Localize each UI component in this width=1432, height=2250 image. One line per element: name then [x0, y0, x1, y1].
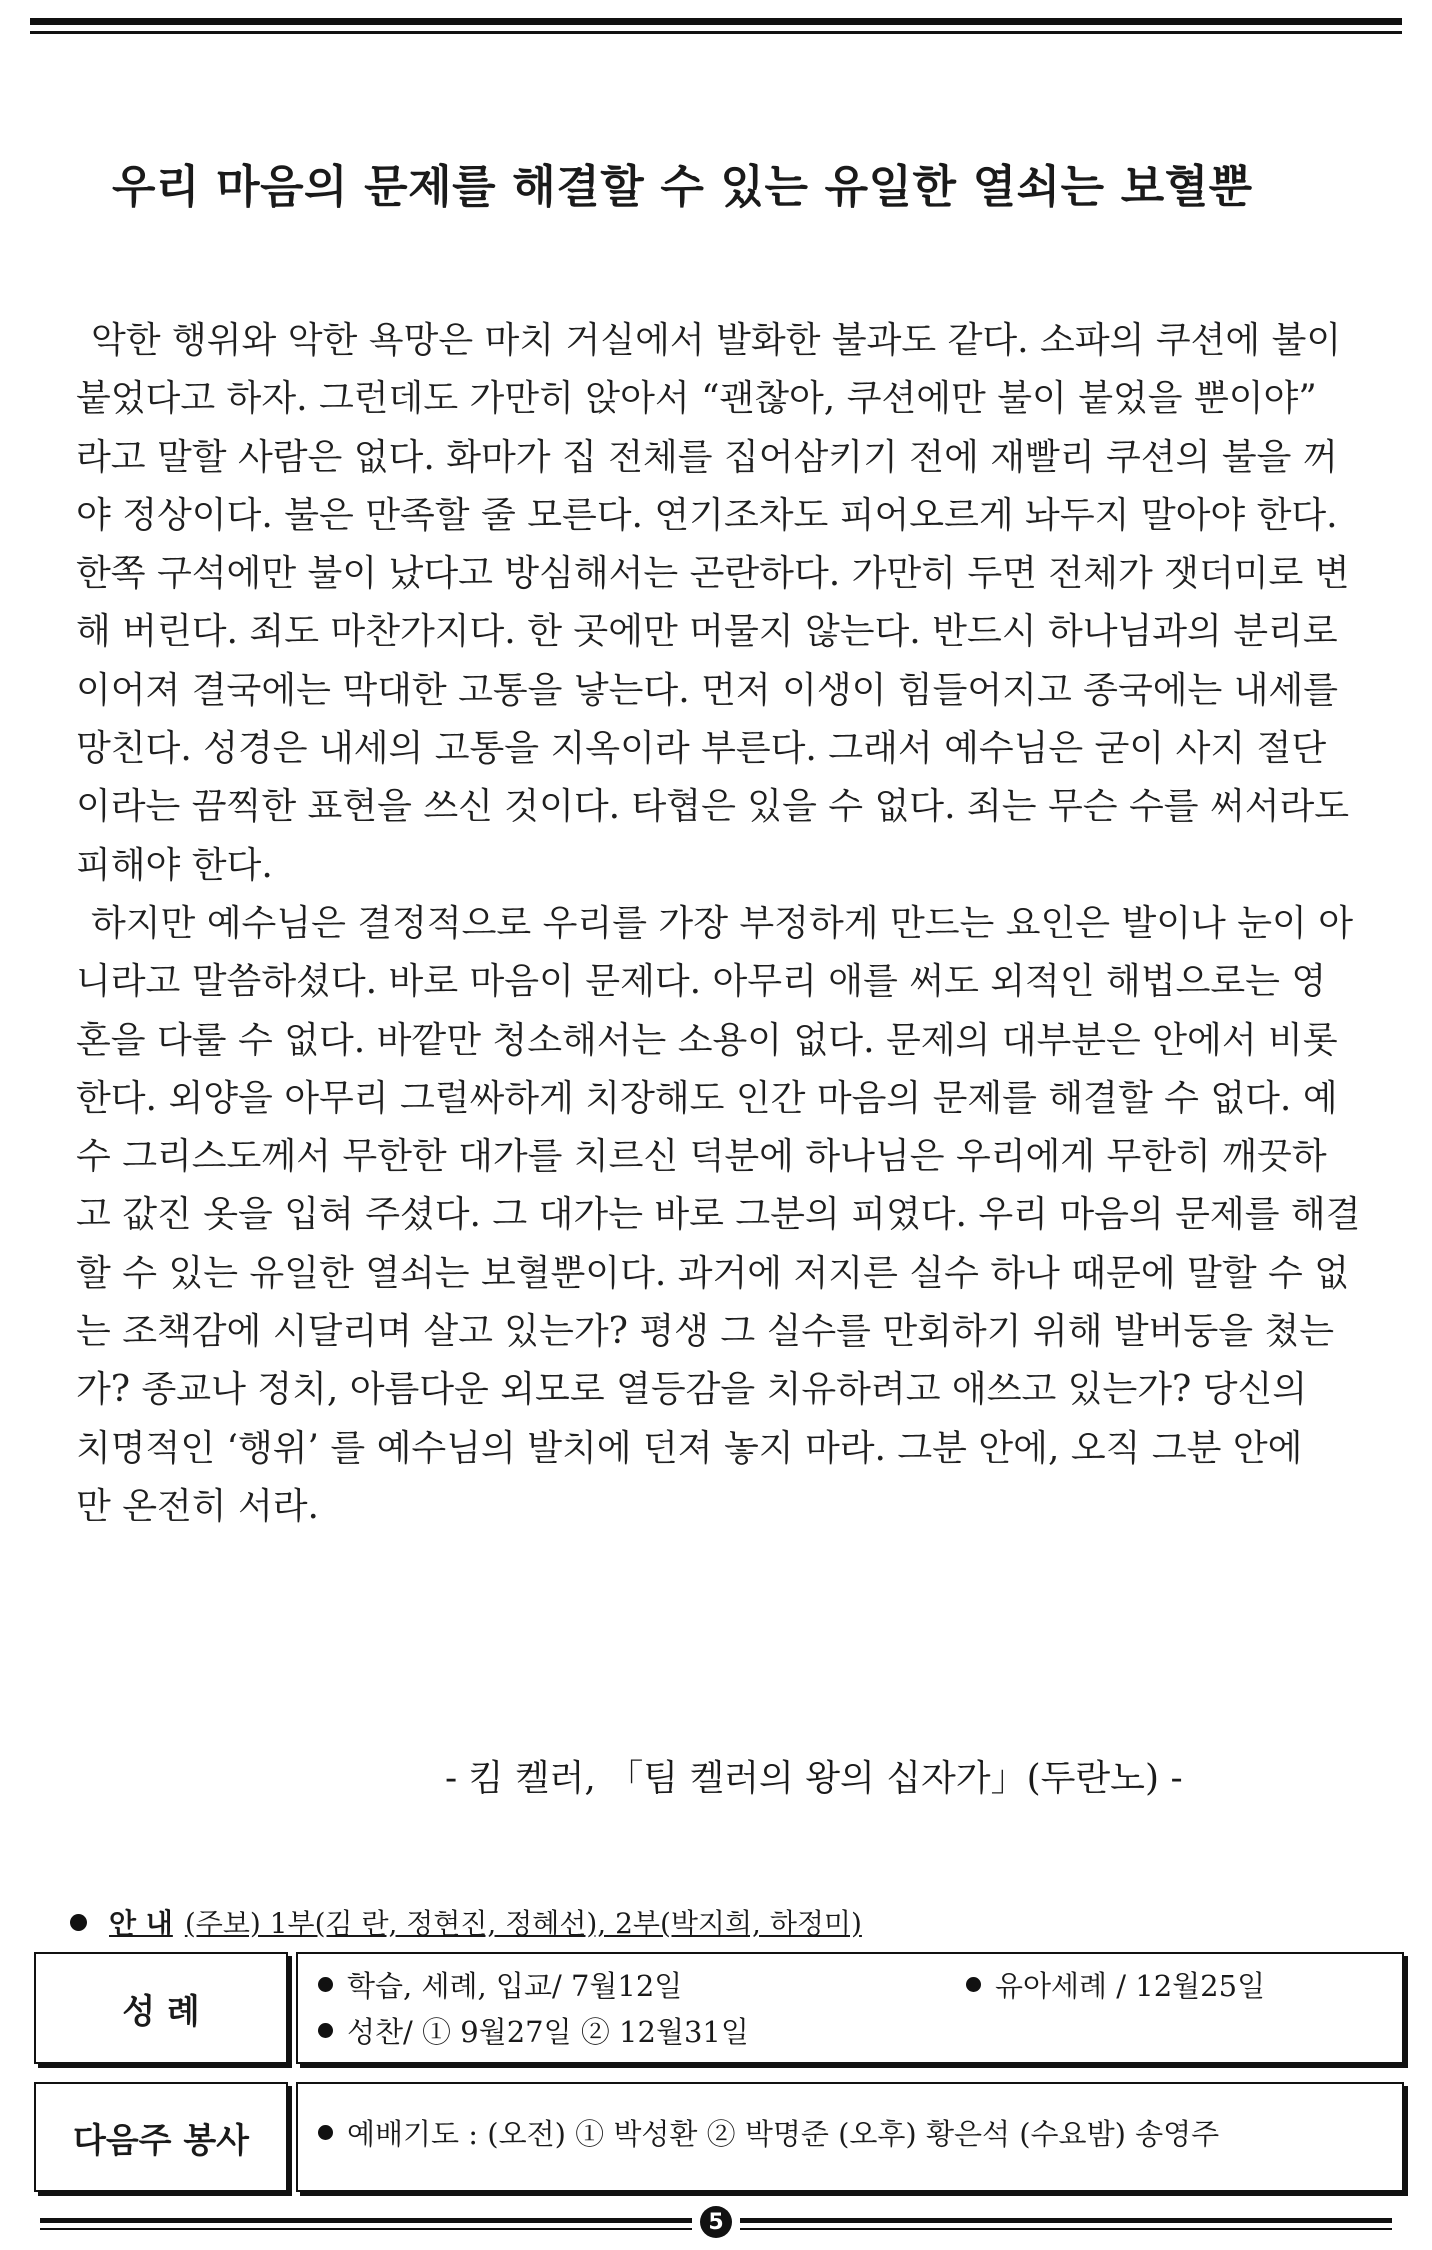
- bullet-icon: [966, 1977, 981, 1992]
- body-line: 망친다. 성경은 내세의 고통을 지옥이라 부른다. 그래서 예수님은 굳이 사지 절단: [76, 728, 1327, 770]
- body-line: 혼을 다룰 수 없다. 바깥만 청소해서는 소용이 없다. 문제의 대부분은 안에서 비롯: [76, 1019, 1338, 1061]
- body-line: 고 값진 옷을 입혀 주셨다. 그 대가는 바로 그분의 피였다. 우리 마음의 문제를 해결: [76, 1194, 1361, 1236]
- notice-label: 안 내: [109, 1907, 173, 1940]
- bottom-rule-left: [40, 2218, 692, 2223]
- article-body: [76, 312, 1366, 1536]
- bottom-rule-right: [740, 2218, 1392, 2223]
- body-line: 해 버린다. 죄도 마찬가지다. 한 곳에만 머물지 않는다. 반드시 하나님과의 분리로: [76, 611, 1338, 653]
- notice-line: [70, 1902, 862, 1942]
- body-line: 라고 말할 사람은 없다. 화마가 집 전체를 집어삼키기 전에 재빨리 쿠션의 불을 꺼: [76, 436, 1338, 478]
- sacrament-content: [296, 1952, 1404, 2064]
- body-line: 피해야 한다.: [76, 844, 273, 886]
- service-item: [318, 2112, 1219, 2153]
- sacrament-item-text: 성찬/ ① 9월27일 ② 12월31일: [347, 2015, 749, 2049]
- body-line: 수 그리스도께서 무한한 대가를 치르신 덕분에 하나님은 우리에게 무한히 깨끗하: [76, 1136, 1327, 1178]
- body-line: 한쪽 구석에만 불이 났다고 방심해서는 곤란하다. 가만히 두면 전체가 잿더미로 변: [76, 553, 1350, 595]
- bottom-rule-left-thin: [40, 2228, 692, 2230]
- body-line: 붙었다고 하자. 그런데도 가만히 앉아서 “괜찮아, 쿠션에만 불이 붙었을 뿐이야”: [76, 378, 1317, 420]
- sacrament-item: [966, 1964, 1265, 2005]
- page-number: 5: [700, 2206, 732, 2238]
- sacrament-item-text: 유아세례 / 12월25일: [995, 1969, 1266, 2003]
- sacrament-item: [318, 2010, 749, 2051]
- body-line: 한다. 외양을 아무리 그럴싸하게 치장해도 인간 마음의 문제를 해결할 수 없다. 예: [76, 1077, 1338, 1119]
- body-line: 이라는 끔찍한 표현을 쓰신 것이다. 타협은 있을 수 없다. 죄는 무슨 수를 써서라도: [76, 786, 1350, 828]
- bullet-icon: [318, 1977, 333, 1992]
- body-line: 할 수 있는 유일한 열쇠는 보혈뿐이다. 과거에 저지른 실수 하나 때문에 말할 수 없: [76, 1252, 1350, 1294]
- next-week-service-label: 다음주 봉사: [34, 2082, 288, 2192]
- top-rule-thick: [30, 18, 1402, 25]
- notice-text: (주보) 1부(김 란, 정현진, 정혜선), 2부(박지희, 하정미): [184, 1907, 862, 1940]
- body-line: 악한 행위와 악한 욕망은 마치 거실에서 발화한 불과도 같다. 소파의 쿠션에 불이: [91, 320, 1342, 361]
- bullet-icon: [318, 2125, 333, 2140]
- body-line: 니라고 말씀하셨다. 바로 마음이 문제다. 아무리 애를 써도 외적인 해법으로는 영: [76, 961, 1327, 1003]
- sacrament-item-text: 학습, 세례, 입교/ 7월12일: [347, 1969, 683, 2003]
- top-rule-thin: [30, 31, 1402, 34]
- body-line: 하지만 예수님은 결정적으로 우리를 가장 부정하게 만드는 요인은 발이나 눈이 아: [91, 902, 1354, 944]
- body-line: 만 온전히 서라.: [76, 1485, 319, 1527]
- sacrament-item: [318, 1964, 682, 2005]
- body-line: 는 조책감에 시달리며 살고 있는가? 평생 그 실수를 만회하기 위해 발버둥을 쳤는: [76, 1311, 1335, 1353]
- service-item-text: 예배기도 : (오전) ① 박성환 ② 박명준 (오후) 황은석 (수요밤) 송영주: [347, 2117, 1220, 2151]
- sacrament-label: 성 례: [34, 1952, 288, 2064]
- body-line: 치명적인 ‘행위’ 를 예수님의 발치에 던져 놓지 마라. 그분 안에, 오직 그분 안에: [76, 1427, 1303, 1469]
- body-line: 이어져 결국에는 막대한 고통을 낳는다. 먼저 이생이 힘들어지고 종국에는 내세를: [76, 669, 1339, 711]
- next-week-service-content: [296, 2082, 1404, 2192]
- article-title: 우리 마음의 문제를 해결할 수 있는 유일한 열쇠는 보혈뿐: [112, 160, 1253, 213]
- bullet-icon: [318, 2023, 333, 2038]
- body-line: 야 정상이다. 불은 만족할 줄 모른다. 연기조차도 피어오르게 놔두지 말아야 한다.: [76, 494, 1338, 536]
- bottom-rule-right-thin: [740, 2228, 1392, 2230]
- bullet-icon: [70, 1914, 87, 1931]
- book-citation: - 킴 켈러, 「팀 켈러의 왕의 십자가」(두란노) -: [445, 1758, 1183, 1799]
- body-line: 가? 종교나 정치, 아름다운 외모로 열등감을 치유하려고 애쓰고 있는가? 당신의: [76, 1369, 1308, 1411]
